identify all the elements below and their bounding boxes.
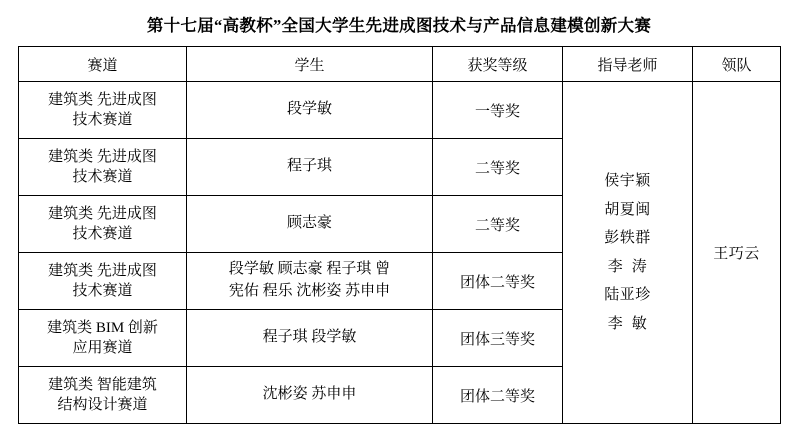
award-table-container bbox=[0, 46, 798, 424]
cell-level: 团体二等奖 bbox=[433, 253, 563, 310]
cell-student bbox=[187, 82, 433, 139]
teacher-name: 李 涛 bbox=[607, 258, 648, 275]
cell-level: 二等奖 bbox=[433, 139, 563, 196]
teacher-name: 胡夏闽 bbox=[604, 201, 651, 218]
cell-track bbox=[19, 367, 187, 424]
teacher-name: 彭轶群 bbox=[604, 230, 651, 246]
column-header-level: 获奖等级 bbox=[433, 47, 563, 82]
track-line-2: 技术赛道 bbox=[72, 112, 133, 128]
track-line-1: 建筑类 先进成图 bbox=[48, 262, 157, 279]
teacher-name: 陆亚珍 bbox=[604, 287, 651, 303]
cell-leader: 王巧云 bbox=[693, 82, 781, 424]
cell-student bbox=[187, 196, 433, 253]
cell-track bbox=[19, 82, 187, 139]
cell-student bbox=[187, 253, 433, 310]
track-line-2: 技术赛道 bbox=[72, 283, 133, 299]
cell-teacher bbox=[563, 82, 693, 424]
student-line-1: 段学敏 bbox=[286, 101, 332, 118]
cell-level: 团体三等奖 bbox=[433, 310, 563, 367]
table-header-row bbox=[19, 47, 781, 82]
cell-student bbox=[187, 367, 433, 424]
student-line-1: 段学敏 顾志豪 程子琪 曾 bbox=[228, 261, 391, 278]
column-header-track: 赛道 bbox=[19, 47, 187, 82]
track-line-2: 结构设计赛道 bbox=[57, 397, 148, 413]
student-line-1: 顾志豪 bbox=[286, 215, 332, 232]
page-title: 第十七届“高教杯”全国大学生先进成图技术与产品信息建模创新大赛 bbox=[146, 16, 652, 35]
column-header-teacher: 指导老师 bbox=[563, 47, 693, 82]
student-line-1: 程子琪 段学敏 bbox=[262, 329, 357, 346]
cell-student bbox=[187, 139, 433, 196]
cell-level: 团体二等奖 bbox=[433, 367, 563, 424]
track-line-2: 应用赛道 bbox=[72, 340, 133, 356]
cell-track bbox=[19, 139, 187, 196]
cell-track bbox=[19, 253, 187, 310]
student-line-2: 宪佑 程乐 沈彬姿 苏申申 bbox=[228, 283, 391, 299]
cell-track bbox=[19, 196, 187, 253]
table-body bbox=[19, 82, 781, 424]
track-line-1: 建筑类 先进成图 bbox=[48, 91, 157, 108]
track-line-1: 建筑类 先进成图 bbox=[48, 148, 157, 165]
track-line-2: 技术赛道 bbox=[72, 226, 133, 242]
student-line-1: 沈彬姿 苏申申 bbox=[262, 386, 357, 403]
teacher-name: 侯宇颖 bbox=[604, 173, 651, 189]
track-line-1: 建筑类 BIM 创新 bbox=[47, 319, 158, 336]
table-row bbox=[19, 82, 781, 139]
student-line-1: 程子琪 bbox=[286, 158, 332, 175]
cell-track bbox=[19, 310, 187, 367]
table-header bbox=[19, 47, 781, 82]
teacher-name: 李 敏 bbox=[607, 315, 648, 332]
cell-level: 一等奖 bbox=[433, 82, 563, 139]
cell-student bbox=[187, 310, 433, 367]
track-line-1: 建筑类 智能建筑 bbox=[48, 376, 157, 393]
track-line-1: 建筑类 先进成图 bbox=[48, 205, 157, 222]
column-header-student: 学生 bbox=[187, 47, 433, 82]
cell-level: 二等奖 bbox=[433, 196, 563, 253]
column-header-leader: 领队 bbox=[693, 47, 781, 82]
track-line-2: 技术赛道 bbox=[72, 169, 133, 185]
award-table bbox=[18, 46, 781, 424]
